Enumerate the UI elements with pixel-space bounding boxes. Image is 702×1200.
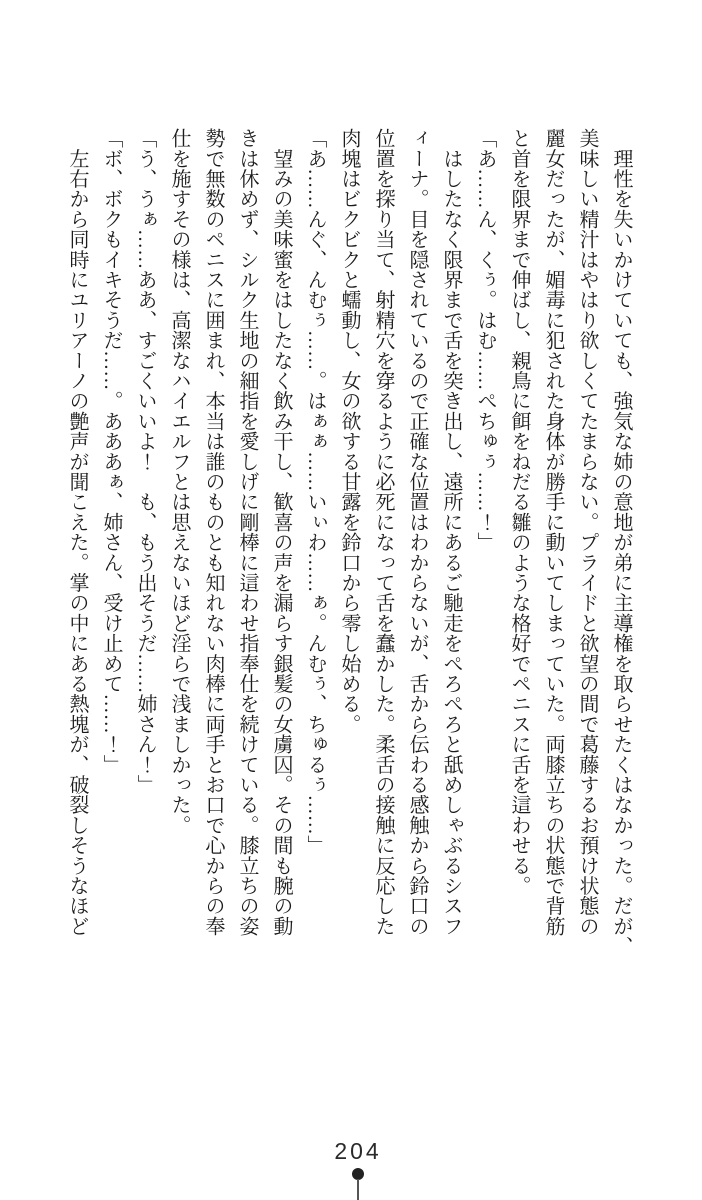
- page-footer: [0, 1138, 702, 1165]
- text-line: と首を限界まで伸ばし、親鳥に餌をねだる雛のような格好でペニスに舌を這わせる。: [508, 128, 530, 896]
- text-line: 理性を失いかけていても、強気な姉の意地が弟に主導権を取らせたくはなかった。だが、: [610, 128, 632, 957]
- text-line: 左右から同時にユリアーノの艶声が聞こえた。掌の中にある熱塊が、破裂しそうなほど: [66, 128, 88, 936]
- text-line: 「あ……んぐ、んむぅ……。はぁぁ……いぃわ……ぁ。んむぅ、ちゅるぅ……」: [304, 128, 326, 856]
- vertical-text-block: [60, 128, 638, 958]
- binding-mark: [352, 1168, 364, 1200]
- text-line: はしたなく限界まで舌を突き出し、遠所にあるご馳走をぺろぺろと舐めしゃぶるシスフ: [440, 128, 462, 936]
- text-line: きは休めず、シルク生地の細指を愛しげに剛棒に這わせ指奉仕を続けている。膝立ちの姿: [236, 128, 258, 936]
- text-line: 美味しい精汁はやはり欲しくてたまらない。プライドと欲望の間で葛藤するお預け状態の: [576, 128, 598, 936]
- text-line: 「う、うぁ……ああ、すごくいいよ！ も、もう出そうだ……姉さん！」: [134, 128, 156, 795]
- text-line: 仕を施すその様は、高潔なハイエルフとは思えないほど淫らで浅ましかった。: [168, 128, 190, 835]
- text-line: 位置を探り当て、射精穴を穿るように必死になって舌を蠢かした。柔舌の接触に反応した: [372, 128, 394, 936]
- binding-line: [357, 1179, 359, 1200]
- page-number: 204: [334, 1138, 382, 1164]
- text-line: ィーナ。目を隠されているので正確な位置はわからないが、舌から伝わる感触から鈴口の: [406, 128, 428, 936]
- text-line: 「ボ、ボクもイキそうだ……。あああぁ、姉さん、受け止めて……！」: [100, 128, 122, 775]
- text-line: 「あ……ん、くぅ。はむ……ぺちゅぅ……！」: [474, 128, 496, 553]
- text-line: 勢で無数のペニスに囲まれ、本当は誰のものとも知れない肉棒に両手とお口で心からの奉: [202, 128, 224, 936]
- text-line: 麗女だったが、媚毒に犯された身体が勝手に動いてしまっていた。両膝立ちの状態で背筋: [542, 128, 564, 936]
- text-line: 肉塊はビクビクと蠕動し、女の欲する甘露を鈴口から零し始める。: [338, 128, 360, 734]
- text-line: 望みの美味蜜をはしたなく飲み干し、歓喜の声を漏らす銀髪の女虜囚。その間も腕の動: [270, 128, 292, 937]
